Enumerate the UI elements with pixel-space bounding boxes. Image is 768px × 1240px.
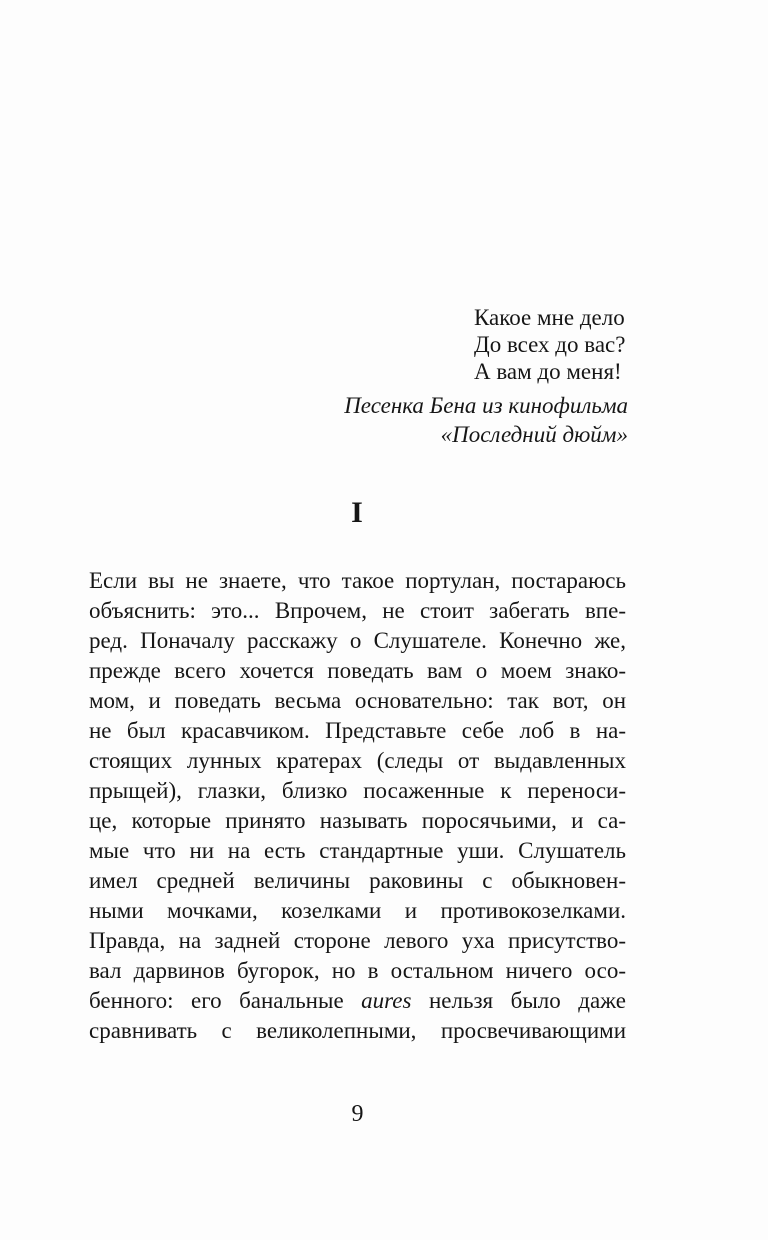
body-line: объяснить: это... Впрочем, не стоит забегать впе-: [89, 598, 626, 623]
epigraph-attribution-line: Песенка Бена из кинофильма: [344, 393, 628, 418]
body-paragraph: [89, 566, 626, 1046]
body-line: прежде всего хочется поведать вам о моем знако-: [89, 658, 626, 683]
body-line: не был красавчиком. Представьте себе лоб в на-: [89, 718, 626, 743]
body-line: Если вы не знаете, что такое портулан, постараюсь: [89, 568, 626, 593]
body-line: [89, 986, 626, 1016]
body-line-segment: нельзя было даже: [411, 988, 626, 1013]
body-line: ными мочками, козелками и противокозелками.: [89, 898, 626, 923]
body-line: имел средней величины раковины с обыкновен-: [89, 868, 626, 893]
body-line: прыщей), глазки, близко посаженные к переноси-: [89, 778, 626, 803]
epigraph-verse: [474, 304, 625, 385]
body-line: стоящих лунных кратерах (следы от выдавленных: [89, 748, 626, 773]
body-line: Правда, на задней стороне левого уха присутство-: [89, 928, 626, 953]
epigraph-attribution: [344, 391, 628, 449]
epigraph-attribution-line: «Последний дюйм»: [440, 422, 628, 447]
epigraph-verse-line: А вам до меня!: [474, 359, 622, 384]
body-line-segment: бенного: его банальные: [89, 988, 362, 1013]
body-line: мом, и поведать весьма основательно: так вот, он: [89, 688, 626, 713]
epigraph-verse-line: Какое мне дело: [474, 305, 625, 330]
body-line: сравнивать с великолепными, просвечивающими: [89, 1018, 626, 1043]
chapter-heading: I: [351, 496, 364, 529]
body-line: це, которые принято называть поросячьими, и са-: [89, 808, 626, 833]
body-line: мые что ни на есть стандартные уши. Слушатель: [89, 838, 626, 863]
latin-term: aures: [361, 988, 412, 1013]
page-number: 9: [351, 1101, 364, 1127]
body-line: ред. Поначалу расскажу о Слушателе. Конечно же,: [89, 628, 626, 653]
epigraph-verse-line: До всех до вас?: [474, 332, 626, 357]
body-line: вал дарвинов бугорок, но в остальном ничего осо-: [89, 958, 626, 983]
